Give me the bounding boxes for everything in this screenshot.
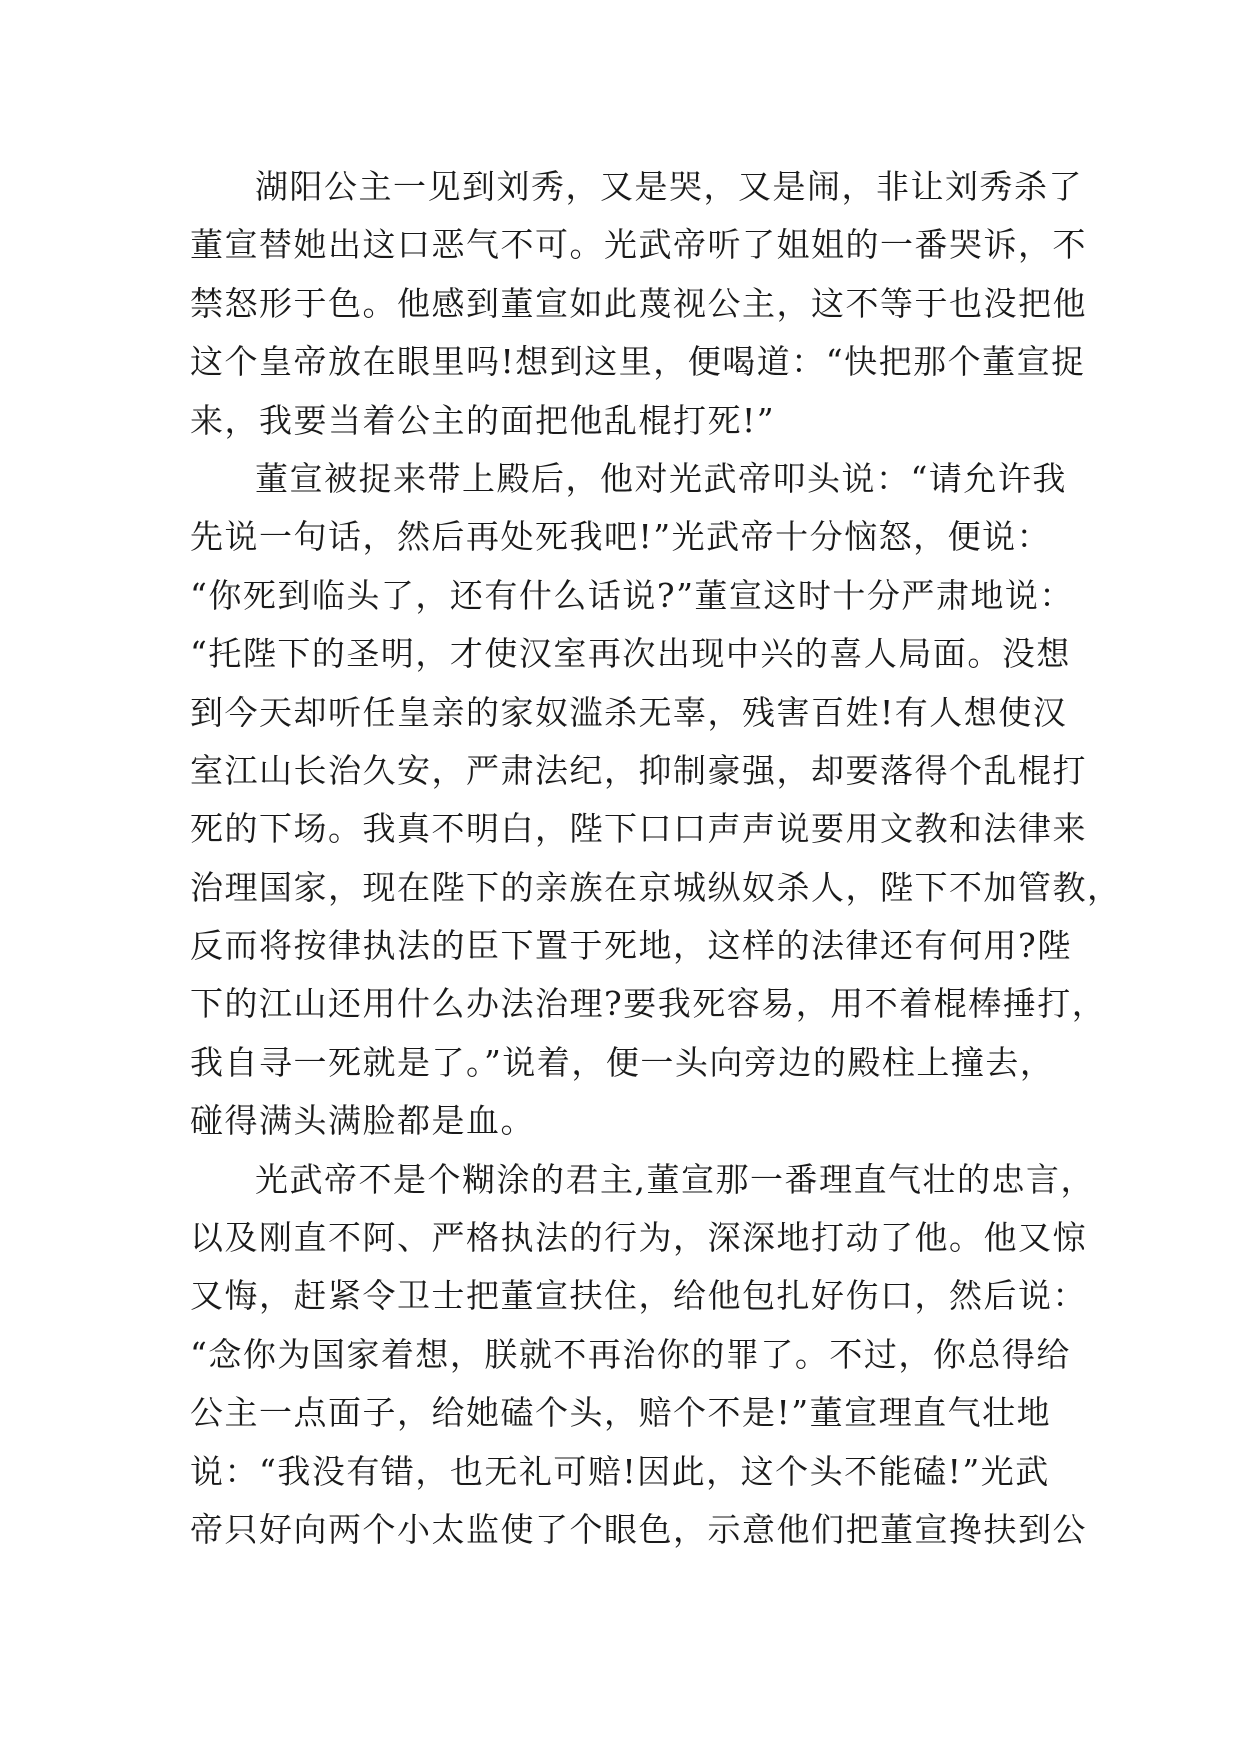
text-line: 湖阳公主一见到刘秀，又是哭，又是闹，非让刘秀杀了 <box>255 167 1083 206</box>
paragraph-1 <box>190 158 1090 450</box>
text-line: 死的下场。我真不明白，陛下口口声声说要用文教和法律来 <box>190 809 1087 849</box>
text-line: 这个皇帝放在眼里吗!想到这里，便喝道：“快把那个董宣捉 <box>190 342 1086 382</box>
text-line: 帝只好向两个小太监使了个眼色，示意他们把董宣搀扶到公 <box>190 1509 1087 1549</box>
text-line: 光武帝不是个糊涂的君主,董宣那一番理直气壮的忠言， <box>255 1159 1095 1199</box>
text-line: “念你为国家着想，朕就不再治你的罪了。不过，你总得给 <box>190 1334 1071 1374</box>
paragraph-2 <box>190 450 1122 1151</box>
text-line: 反而将按律执法的臣下置于死地，这样的法律还有何用?陛 <box>190 926 1072 966</box>
text-line: 以及刚直不阿、严格执法的行为，深深地打动了他。他又惊 <box>190 1218 1087 1258</box>
text-line: “托陛下的圣明，才使汉室再次出现中兴的喜人局面。没想 <box>190 634 1071 674</box>
text-line: 我自寻一死就是了。”说着，便一头向旁边的殿柱上撞去， <box>190 1042 1055 1082</box>
text-line: 碰得满头满脸都是血。 <box>190 1101 535 1141</box>
paragraph-3 <box>190 1151 1095 1560</box>
text-line: 说：“我没有错，也无礼可赔!因此，这个头不能磕!”光武 <box>190 1451 1050 1491</box>
text-line: 董宣被捉来带上殿后，他对光武帝叩头说：“请允许我 <box>255 458 1067 498</box>
text-line: 来，我要当着公主的面把他乱棍打死!” <box>190 400 776 440</box>
text-line: “你死到临头了，还有什么话说?”董宣这时十分严肃地说： <box>190 575 1074 615</box>
text-line: 禁怒形于色。他感到董宣如此蔑视公主，这不等于也没把他 <box>190 283 1087 323</box>
text-line: 室江山长治久安，严肃法纪，抑制豪强，却要落得个乱棍打 <box>190 750 1087 790</box>
text-line: 董宣替她出这口恶气不可。光武帝听了姐姐的一番哭诉，不 <box>190 225 1087 265</box>
text-line: 又悔，赶紧令卫士把董宣扶住，给他包扎好伤口，然后说： <box>190 1276 1087 1316</box>
text-line: 先说一句话，然后再处死我吧!”光武帝十分恼怒，便说： <box>190 517 1052 557</box>
text-line: 到今天却听任皇亲的家奴滥杀无辜，残害百姓!有人想使汉 <box>190 692 1068 732</box>
text-line: 下的江山还用什么办法治理?要我死容易，用不着棍棒捶打， <box>190 984 1107 1024</box>
text-line: 治理国家，现在陛下的亲族在京城纵奴杀人，陛下不加管教， <box>190 867 1122 907</box>
text-line: 公主一点面子，给她磕个头，赔个不是!”董宣理直气壮地 <box>190 1393 1052 1433</box>
body-text <box>190 158 1122 1559</box>
